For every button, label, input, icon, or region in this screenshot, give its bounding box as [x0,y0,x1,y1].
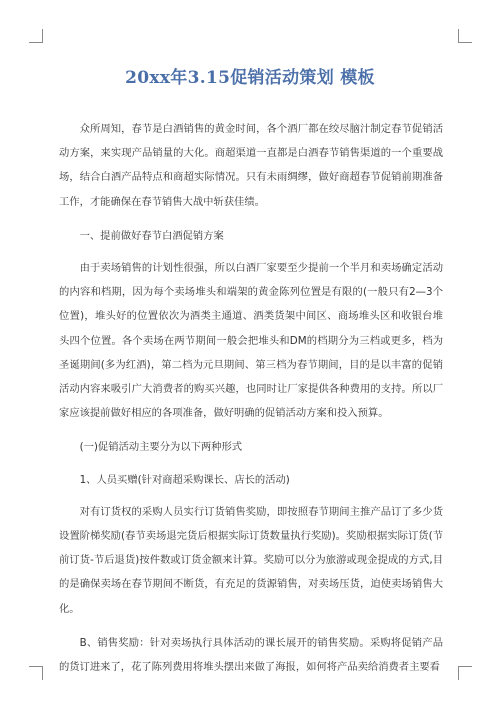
item-b-paragraph: B、销售奖励：针对卖场执行具体活动的课长展开的销售奖励。采购将促销产品的货订进来了，花了陈列费用将堆头摆出来做了海报，如何将产品卖给消费者主要看 [59,636,443,674]
document-title: 20xx年3.15促销活动策划 模板 [125,68,375,88]
crop-mark-top-right-v [458,29,459,43]
subsection-heading-1: (一)促销活动主要分为以下两种形式 [79,441,243,454]
section-heading-1: 一、提前做好春节白酒促销方案 [79,229,224,242]
item-heading-1: 1、人员买赠(针对商超采购课长、店长的活动) [79,473,290,486]
crop-mark-bottom-left-h [29,666,43,667]
crop-mark-bottom-right-h [458,666,472,667]
crop-mark-bottom-left-v [42,666,43,680]
crop-mark-top-left-v [42,29,43,43]
intro-paragraph: 众所周知，春节是白酒销售的黄金时间，各个酒厂都在绞尽脑汁制定春节促销活动方案，来实现产品销量的大化。商超渠道一直都是白酒春节销售渠道的一个重要战场，结合白酒产品特点和商超实际情况。只有未雨绸缪，做好商超春节促销前期准备工作，才能确保在春节销售大战中斩获佳绩。 [59,123,443,208]
document-body [59,117,443,679]
item-1-paragraph: 对有订货权的采购人员实行订货销售奖励，即按照春节期间主推产品订了多少货设置阶梯奖励(春节卖场退完货后根据实际订货数量执行奖励)。奖励根据实际订货(节前订货-节后退货)按件数或订货金额来计算。奖励可以分为旅游或现金提成的方式,目的是确保卖场在春节期间不断货，有充足的货源销售，对卖场压货，迫使卖场销售大化。 [59,505,443,615]
crop-mark-top-left-h [29,42,43,43]
section-1-paragraph: 由于卖场销售的计划性很强，所以白酒厂家要至少提前一个半月和卖场确定活动的内容和档期，因为每个卖场堆头和端架的黄金陈列位置是有限的(一般只有2—3个位置)，堆头好的位置依次为酒类主通道、酒类货架中间区、商场堆头区和收银台堆头四个位置。各个卖场在两节期间一般会把堆头和DM的档期分为三档或更多，档为圣诞期间(多为红酒)，第二档为元旦期间、第三档为春节期间，目的是以丰富的促销活动内容来吸引广大消费者的购买兴趣，也同时让厂家提供各种费用的支持。所以厂家应该提前做好相应的各项准备，做好明确的促销活动方案和投入预算。 [59,262,443,420]
crop-mark-top-right-h [458,42,472,43]
crop-mark-bottom-right-v [458,666,459,680]
